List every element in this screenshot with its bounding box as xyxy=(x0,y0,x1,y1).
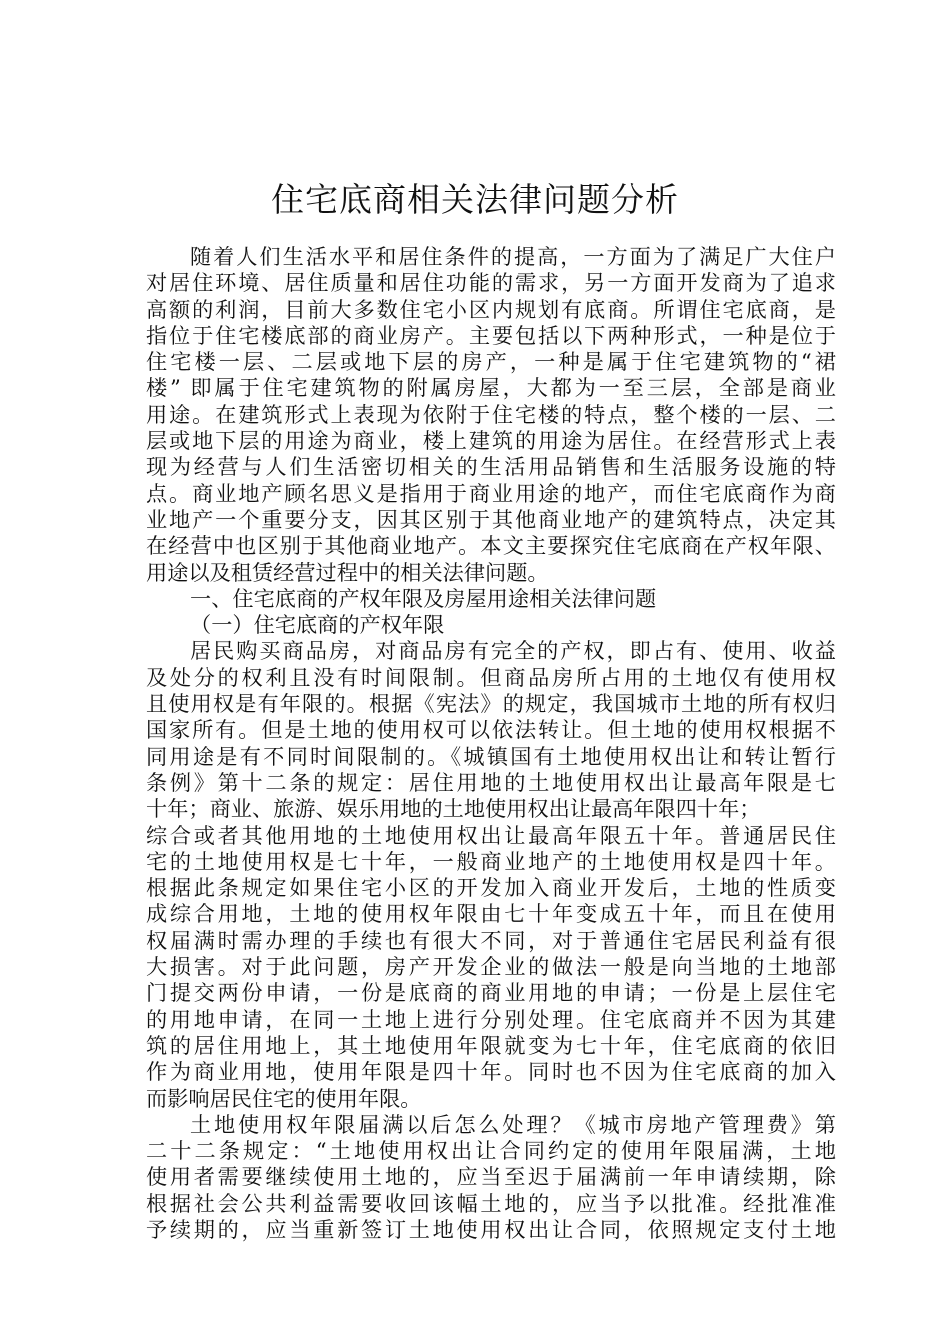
text-line: 一、住宅底商的产权年限及房屋用途相关法律问题 xyxy=(190,585,657,611)
text-line: （一）住宅底商的产权年限 xyxy=(190,612,445,638)
text-line: 综合或者其他用地的土地使用权出让最高年限五十年。普通居民住 xyxy=(146,822,836,848)
text-line: 筑的居住用地上，其土地使用年限就变为七十年，住宅底商的依旧 xyxy=(146,1032,836,1058)
text-line: 及处分的权利且没有时间限制。但商品房所占用的土地仅有使用权 xyxy=(146,664,836,690)
text-line: 在经营中也区别于其他商业地产。本文主要探究住宅底商在产权年限、 xyxy=(146,533,836,559)
text-line: 而影响居民住宅的使用年限。 xyxy=(146,1085,422,1111)
document-body xyxy=(146,244,836,1243)
document-title: 住宅底商相关法律问题分析 xyxy=(271,180,679,219)
text-line: 层或地下层的用途为商业，楼上建筑的用途为居住。在经营形式上表 xyxy=(146,428,836,454)
text-line: 成综合用地，土地的使用权年限由七十年变成五十年，而且在使用 xyxy=(146,901,836,927)
text-line: 权届满时需办理的手续也有很大不同，对于普通住宅居民利益有很 xyxy=(146,927,836,953)
text-line: 对居住环境、居住质量和居住功能的需求，另一方面开发商为了追求 xyxy=(146,270,836,296)
text-line: 用途。在建筑形式上表现为依附于住宅楼的特点，整个楼的一层、二 xyxy=(146,401,836,427)
text-line: 随着人们生活水平和居住条件的提高，一方面为了满足广大住户 xyxy=(190,244,836,269)
text-line: 根据此条规定如果住宅小区的开发加入商业开发后，土地的性质变 xyxy=(146,875,836,901)
text-line: 的用地申请，在同一土地上进行分别处理。住宅底商并不因为其建 xyxy=(146,1006,836,1032)
text-line: 根据社会公共利益需要收回该幅土地的，应当予以批准。经批准准 xyxy=(146,1190,836,1216)
text-line: 高额的利润，目前大多数住宅小区内规划有底商。所谓住宅底商，是 xyxy=(146,296,836,322)
text-line: 门提交两份申请，一份是底商的商业用地的申请；一份是上层住宅 xyxy=(146,980,836,1006)
text-line: 二十二条规定：“土地使用权出让合同约定的使用年限届满，土地 xyxy=(146,1138,836,1164)
text-line: 楼” 即属于住宅建筑物的附属房屋，大都为一至三层，全部是商业 xyxy=(146,375,836,401)
text-line: 使用者需要继续使用土地的，应当至迟于届满前一年申请续期，除 xyxy=(146,1164,836,1190)
text-line: 十年；商业、旅游、娱乐用地的土地使用权出让最高年限四十年； xyxy=(146,796,761,822)
text-line: 现为经营与人们生活密切相关的生活用品销售和生活服务设施的特 xyxy=(146,454,836,480)
text-line: 大损害。对于此问题，房产开发企业的做法一般是向当地的土地部 xyxy=(146,954,836,980)
text-line: 用途以及租赁经营过程中的相关法律问题。 xyxy=(146,559,549,585)
text-line: 土地使用权年限届满以后怎么处理？《城市房地产管理费》第 xyxy=(190,1111,836,1137)
text-line: 作为商业用地，使用年限是四十年。同时也不因为住宅底商的加入 xyxy=(146,1059,836,1085)
text-line: 条例》第十二条的规定：居住用地的土地使用权出让最高年限是七 xyxy=(146,769,836,795)
text-line: 国家所有。但是土地的使用权可以依法转让。但土地的使用权根据不 xyxy=(146,717,836,743)
text-line: 宅的土地使用权是七十年，一般商业地产的土地使用权是四十年。 xyxy=(146,848,836,874)
text-line: 点。商业地产顾名思义是指用于商业用途的地产，而住宅底商作为商 xyxy=(146,480,836,506)
text-line: 同用途是有不同时间限制的。《城镇国有土地使用权出让和转让暂行 xyxy=(146,743,836,769)
text-line: 且使用权是有年限的。根据《宪法》的规定，我国城市土地的所有权归 xyxy=(146,691,836,717)
text-line: 业地产一个重要分支，因其区别于其他商业地产的建筑特点，决定其 xyxy=(146,506,836,532)
text-line: 居民购买商品房，对商品房有完全的产权，即占有、使用、收益 xyxy=(190,638,836,664)
text-line: 予续期的，应当重新签订土地使用权出让合同，依照规定支付土地 xyxy=(146,1216,836,1242)
text-line: 住宅楼一层、二层或地下层的房产，一种是属于住宅建筑物的“裙 xyxy=(146,349,836,375)
text-line: 指位于住宅楼底部的商业房产。主要包括以下两种形式，一种是位于 xyxy=(146,322,836,348)
